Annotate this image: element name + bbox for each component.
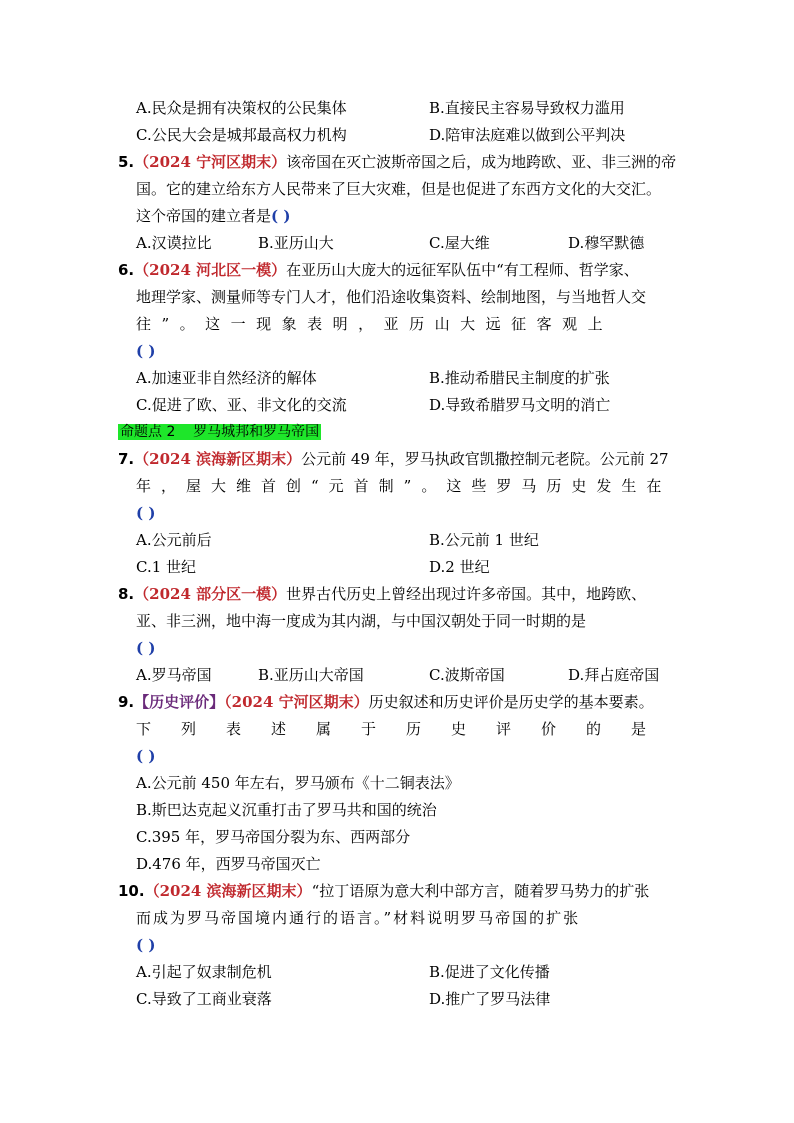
q8-stem-line-2 bbox=[136, 611, 586, 633]
q7-stem-2: 年，屋大维首创“元首制”。这些罗马历史发生在 bbox=[136, 477, 672, 495]
q9-option-b-row bbox=[136, 800, 437, 822]
q9-stem-2: 下列表述属于历史评价的是 bbox=[136, 720, 677, 738]
q5-stem-2: 国。它的建立给东方人民带来了巨大灾难，但是也促进了东西方文化的大交汇。 bbox=[136, 180, 662, 198]
q7-option-b[interactable]: B.公元前 1 世纪 bbox=[429, 531, 539, 549]
q4-option-a[interactable]: A.民众是拥有决策权的公民集体 bbox=[136, 99, 347, 117]
q7-option-row-2 bbox=[136, 557, 490, 579]
q9-option-d-row bbox=[136, 854, 321, 876]
q7-option-row-1 bbox=[136, 530, 539, 552]
q10-stem-line-2 bbox=[136, 908, 580, 930]
q9-option-b[interactable]: B.斯巴达克起义沉重打击了罗马共和国的统治 bbox=[136, 801, 437, 819]
section-highlight bbox=[118, 424, 321, 440]
q6-option-row-1 bbox=[136, 368, 610, 390]
q7-stem-line-1 bbox=[118, 449, 669, 471]
q8-stem-2: 亚、非三洲，地中海一度成为其内湖，与中国汉朝处于同一时期的是 bbox=[136, 612, 587, 630]
q8-stem-1: 世界古代历史上曾经出现过许多帝国。其中，地跨欧、 bbox=[286, 585, 647, 603]
q6-stem-2: 地理学家、测量师等专门人才，他们沿途收集资料、绘制地图，与当地哲人交 bbox=[136, 288, 647, 306]
q8-option-d[interactable]: D.拜占庭帝国 bbox=[568, 666, 660, 684]
q6-stem-line-1 bbox=[118, 260, 639, 282]
q5-stem-line-1 bbox=[118, 152, 676, 174]
q9-answer-blank[interactable]: ( ) bbox=[136, 747, 156, 765]
q7-source: （2024 滨海新区期末） bbox=[134, 450, 302, 468]
q5-number: 5. bbox=[118, 153, 135, 171]
q6-number: 6. bbox=[118, 261, 135, 279]
q9-number: 9. bbox=[118, 693, 135, 711]
q6-option-d[interactable]: D.导致希腊罗马文明的消亡 bbox=[429, 396, 611, 414]
q5-option-c[interactable]: C.屋大维 bbox=[429, 234, 490, 252]
q10-answer-blank[interactable]: ( ) bbox=[136, 936, 156, 954]
q4-option-c[interactable]: C.公民大会是城邦最高权力机构 bbox=[136, 126, 347, 144]
q6-source: （2024 河北区一模） bbox=[134, 261, 287, 279]
q7-paren-line bbox=[136, 503, 155, 525]
q9-option-c-row bbox=[136, 827, 410, 849]
q6-paren-line bbox=[136, 341, 155, 363]
q5-stem-line-3 bbox=[136, 206, 290, 228]
section-label: 命题点 2 bbox=[120, 424, 176, 440]
q9-option-a[interactable]: A.公元前 450 年左右，罗马颁布《十二铜表法》 bbox=[136, 774, 460, 792]
q10-stem-line-1 bbox=[118, 881, 649, 903]
q8-source: （2024 部分区一模） bbox=[134, 585, 287, 603]
q8-option-c[interactable]: C.波斯帝国 bbox=[429, 666, 505, 684]
q6-stem-line-3 bbox=[136, 314, 613, 336]
q5-stem-3: 这个帝国的建立者是 bbox=[136, 207, 272, 225]
q8-answer-blank[interactable]: ( ) bbox=[136, 639, 156, 657]
q4-option-d[interactable]: D.陪审法庭难以做到公平判决 bbox=[429, 126, 626, 144]
q6-option-c[interactable]: C.促进了欧、亚、非文化的交流 bbox=[136, 396, 347, 414]
q4-option-row-2 bbox=[136, 125, 626, 147]
q9-option-c[interactable]: C.395 年，罗马帝国分裂为东、西两部分 bbox=[136, 828, 411, 846]
q9-option-d[interactable]: D.476 年，西罗马帝国灭亡 bbox=[136, 855, 321, 873]
q8-option-b[interactable]: B.亚历山大帝国 bbox=[258, 666, 364, 684]
q6-option-row-2 bbox=[136, 395, 611, 417]
q7-answer-blank[interactable]: ( ) bbox=[136, 504, 156, 522]
q10-option-c[interactable]: C.导致了工商业衰落 bbox=[136, 990, 272, 1008]
q6-stem-1: 在亚历山大庞大的远征军队伍中“有工程师、哲学家、 bbox=[286, 261, 639, 279]
q6-option-a[interactable]: A.加速亚非自然经济的解体 bbox=[136, 369, 317, 387]
q4-option-row-1 bbox=[136, 98, 625, 120]
q9-stem-line-2 bbox=[136, 719, 676, 741]
q8-number: 8. bbox=[118, 585, 135, 603]
q9-paren-line bbox=[136, 746, 155, 768]
section-heading bbox=[118, 422, 321, 444]
q9-stem-line-1 bbox=[118, 692, 654, 714]
section-title: 罗马城邦和罗马帝国 bbox=[193, 424, 320, 440]
q9-tag: 【历史评价】 bbox=[134, 693, 225, 711]
q10-option-row-1 bbox=[136, 962, 550, 984]
q10-stem-1: “拉丁语原为意大利中部方言，随着罗马势力的扩张 bbox=[311, 882, 650, 900]
q10-stem-2: 而成为罗马帝国境内通行的语言。”材料说明罗马帝国的扩张 bbox=[136, 909, 581, 927]
q8-paren-line bbox=[136, 638, 155, 660]
q4-option-b[interactable]: B.直接民主容易导致权力滥用 bbox=[429, 99, 625, 117]
q9-stem-1: 历史叙述和历史评价是历史学的基本要素。 bbox=[368, 693, 654, 711]
q7-option-a[interactable]: A.公元前后 bbox=[136, 531, 212, 549]
q7-number: 7. bbox=[118, 450, 135, 468]
q10-source: （2024 滨海新区期末） bbox=[144, 882, 312, 900]
q5-option-d[interactable]: D.穆罕默德 bbox=[568, 234, 645, 252]
q10-option-b[interactable]: B.促进了文化传播 bbox=[429, 963, 550, 981]
q8-options bbox=[136, 665, 660, 687]
q6-stem-3: 往”。这一现象表明，亚历山大远征客观上 bbox=[136, 315, 614, 333]
q7-stem-line-2 bbox=[136, 476, 671, 498]
q5-options bbox=[136, 233, 645, 255]
q7-option-c[interactable]: C.1 世纪 bbox=[136, 558, 197, 576]
q10-paren-line bbox=[136, 935, 155, 957]
q6-option-b[interactable]: B.推动希腊民主制度的扩张 bbox=[429, 369, 610, 387]
q10-option-d[interactable]: D.推广了罗马法律 bbox=[429, 990, 551, 1008]
q5-stem-1: 该帝国在灭亡波斯帝国之后，成为地跨欧、亚、非三洲的帝 bbox=[286, 153, 677, 171]
q6-stem-line-2 bbox=[136, 287, 646, 309]
q6-answer-blank[interactable]: ( ) bbox=[136, 342, 156, 360]
q10-option-a[interactable]: A.引起了奴隶制危机 bbox=[136, 963, 272, 981]
q9-option-a-row bbox=[136, 773, 460, 795]
q5-option-a[interactable]: A.汉谟拉比 bbox=[136, 234, 212, 252]
q5-answer-blank[interactable]: ( ) bbox=[271, 207, 291, 225]
q8-stem-line-1 bbox=[118, 584, 646, 606]
q10-option-row-2 bbox=[136, 989, 551, 1011]
q7-option-d[interactable]: D.2 世纪 bbox=[429, 558, 490, 576]
q8-option-a[interactable]: A.罗马帝国 bbox=[136, 666, 212, 684]
q5-stem-line-2 bbox=[136, 179, 661, 201]
q10-number: 10. bbox=[118, 882, 145, 900]
q9-source: （2024 宁河区期末） bbox=[224, 693, 369, 711]
q5-option-b[interactable]: B.亚历山大 bbox=[258, 234, 334, 252]
q7-stem-1: 公元前 49 年，罗马执政官凯撒控制元老院。公元前 27 bbox=[301, 450, 669, 468]
q5-source: （2024 宁河区期末） bbox=[134, 153, 287, 171]
